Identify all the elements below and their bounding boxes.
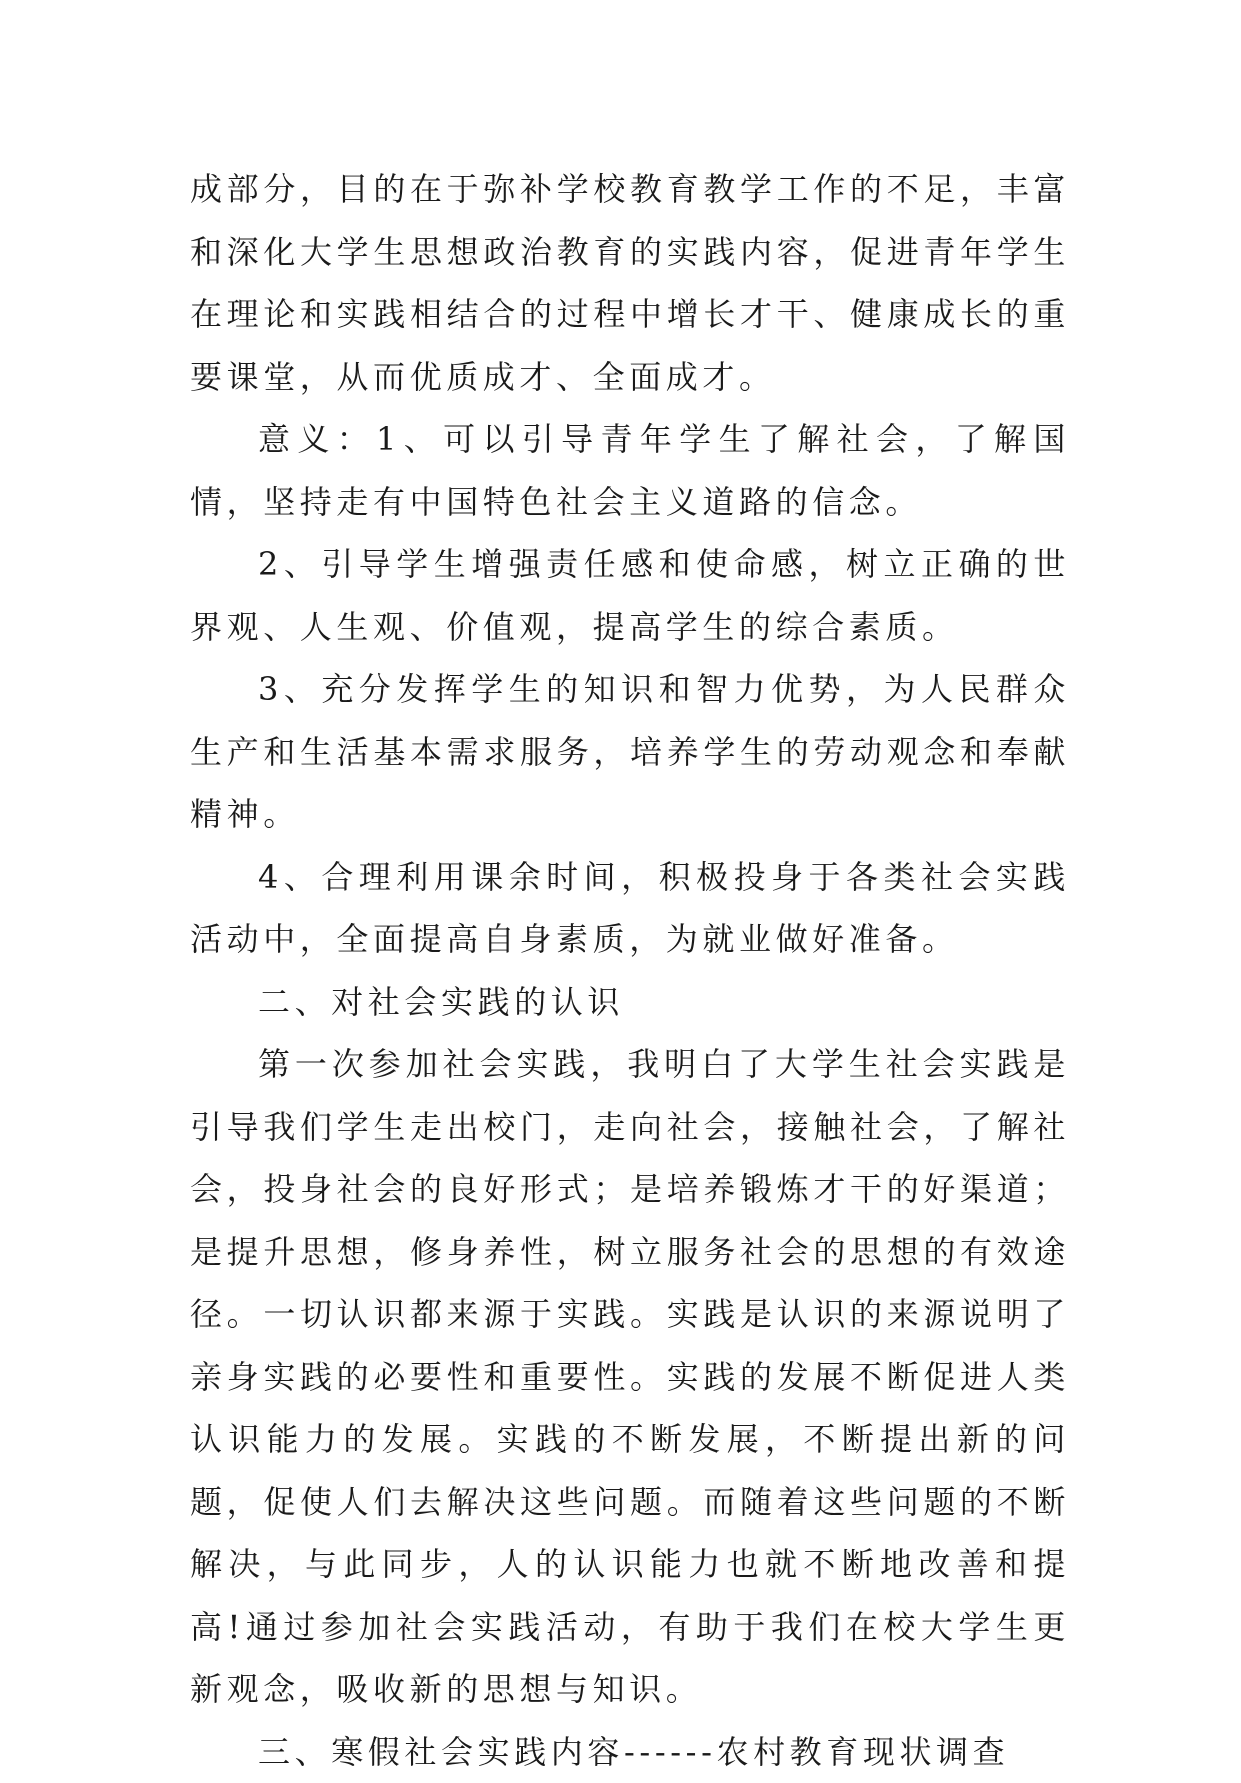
paragraph-understanding: 第一次参加社会实践，我明白了大学生社会实践是引导我们学生走出校门，走向社会，接触社会，了解社会，投身社会的良好形式；是培养锻炼才干的好渠道；是提升思想，修身养性，树立服务社会的思想的有效途径。一切认识都来源于实践。实践是认识的来源说明了亲身实践的必要性和重要性。实践的发展不断促进人类认识能力的发展。实践的不断发展，不断提出新的问题，促使人们去解决这些问题。而随着这些问题的不断解决，与此同步，人的认识能力也就不断地改善和提高!通过参加社会实践活动，有助于我们在校大学生更新观念，吸收新的思想与知识。 — [190, 1033, 1070, 1721]
section-heading-3: 三、寒假社会实践内容------农村教育现状调查 — [190, 1721, 1070, 1783]
paragraph-significance-3: 3、充分发挥学生的知识和智力优势，为人民群众生产和生活基本需求服务，培养学生的劳动观念和奉献精神。 — [190, 658, 1070, 846]
paragraph-continuation: 成部分，目的在于弥补学校教育教学工作的不足，丰富和深化大学生思想政治教育的实践内容，促进青年学生在理论和实践相结合的过程中增长才干、健康成长的重要课堂，从而优质成才、全面成才。 — [190, 158, 1070, 408]
section-heading-2: 二、对社会实践的认识 — [190, 971, 1070, 1034]
document-body — [190, 158, 1070, 1783]
paragraph-significance-4: 4、合理利用课余时间，积极投身于各类社会实践活动中，全面提高自身素质，为就业做好准备。 — [190, 846, 1070, 971]
paragraph-significance-2: 2、引导学生增强责任感和使命感，树立正确的世界观、人生观、价值观，提高学生的综合素质。 — [190, 533, 1070, 658]
paragraph-significance-1: 意义：1、可以引导青年学生了解社会，了解国情，坚持走有中国特色社会主义道路的信念。 — [190, 408, 1070, 533]
